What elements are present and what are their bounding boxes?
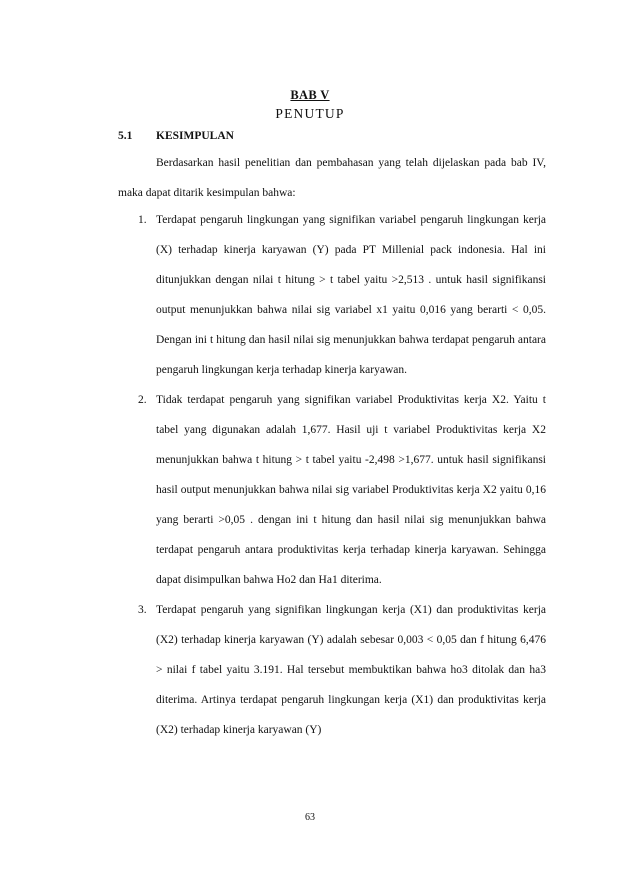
list-marker: 3. (138, 604, 147, 616)
section-number: 5.1 (118, 130, 133, 142)
list-marker: 1. (138, 214, 147, 226)
conclusion-list (118, 205, 546, 745)
chapter-title: BAB V (290, 88, 330, 102)
conclusion-text: Terdapat pengaruh lingkungan yang signifikan variabel pengaruh lingkungan kerja (X) terhadap kinerja karyawan (Y) pada PT Millenial pack indonesia. Hal ini ditunjukkan dengan nilai t hitung > t tabel yaitu >2,513 . untuk hasil signifikansi output menunjukkan bahwa nilai sig variabel x1 yaitu 0,016 yang berarti < 0,05. Dengan ini t hitung dan hasil nilai sig menunjukkan bahwa terdapat pengaruh antara pengaruh lingkungan kerja terhadap kinerja karyawan. (156, 214, 546, 376)
list-marker: 2. (138, 394, 147, 406)
section-heading (118, 130, 234, 142)
intro-paragraph: Berdasarkan hasil penelitian dan pembahasan yang telah dijelaskan pada bab IV, maka dapat ditarik kesimpulan bahwa: (118, 157, 546, 199)
conclusion-item (118, 205, 546, 385)
section-title: KESIMPULAN (156, 130, 234, 142)
conclusion-text: Terdapat pengaruh yang signifikan lingkungan kerja (X1) dan produktivitas kerja (X2) terhadap kinerja karyawan (Y) adalah sebesar 0,003 < 0,05 dan f hitung 6,476 > nilai f tabel yaitu 3.191. Hal tersebut membuktikan bahwa ho3 ditolak dan ha3 diterima. Artinya terdapat pengaruh lingkungan kerja (X1) dan produktivitas kerja (X2) terhadap kinerja karyawan (Y) (156, 604, 546, 736)
page-number: 63 (305, 812, 315, 823)
conclusion-text: Tidak terdapat pengaruh yang signifikan variabel Produktivitas kerja X2. Yaitu t tabel yang digunakan adalah 1,677. Hasil uji t variabel Produktivitas kerja X2 menunjukkan bahwa t hitung > t tabel yaitu -2,498 >1,677. untuk hasil signifikansi hasil output menunjukkan bahwa nilai sig variabel Produktivitas kerja X2 yaitu 0,16 yang berarti >0,05 . dengan ini t hitung dan hasil nilai sig menunjukkan bahwa terdapat pengaruh antara produktivitas kerja terhadap kinerja karyawan. Sehingga dapat disimpulkan bahwa Ho2 dan Ha1 diterima. (156, 394, 546, 586)
conclusion-item (118, 595, 546, 745)
chapter-subtitle: PENUTUP (275, 106, 345, 121)
conclusion-item (118, 385, 546, 595)
